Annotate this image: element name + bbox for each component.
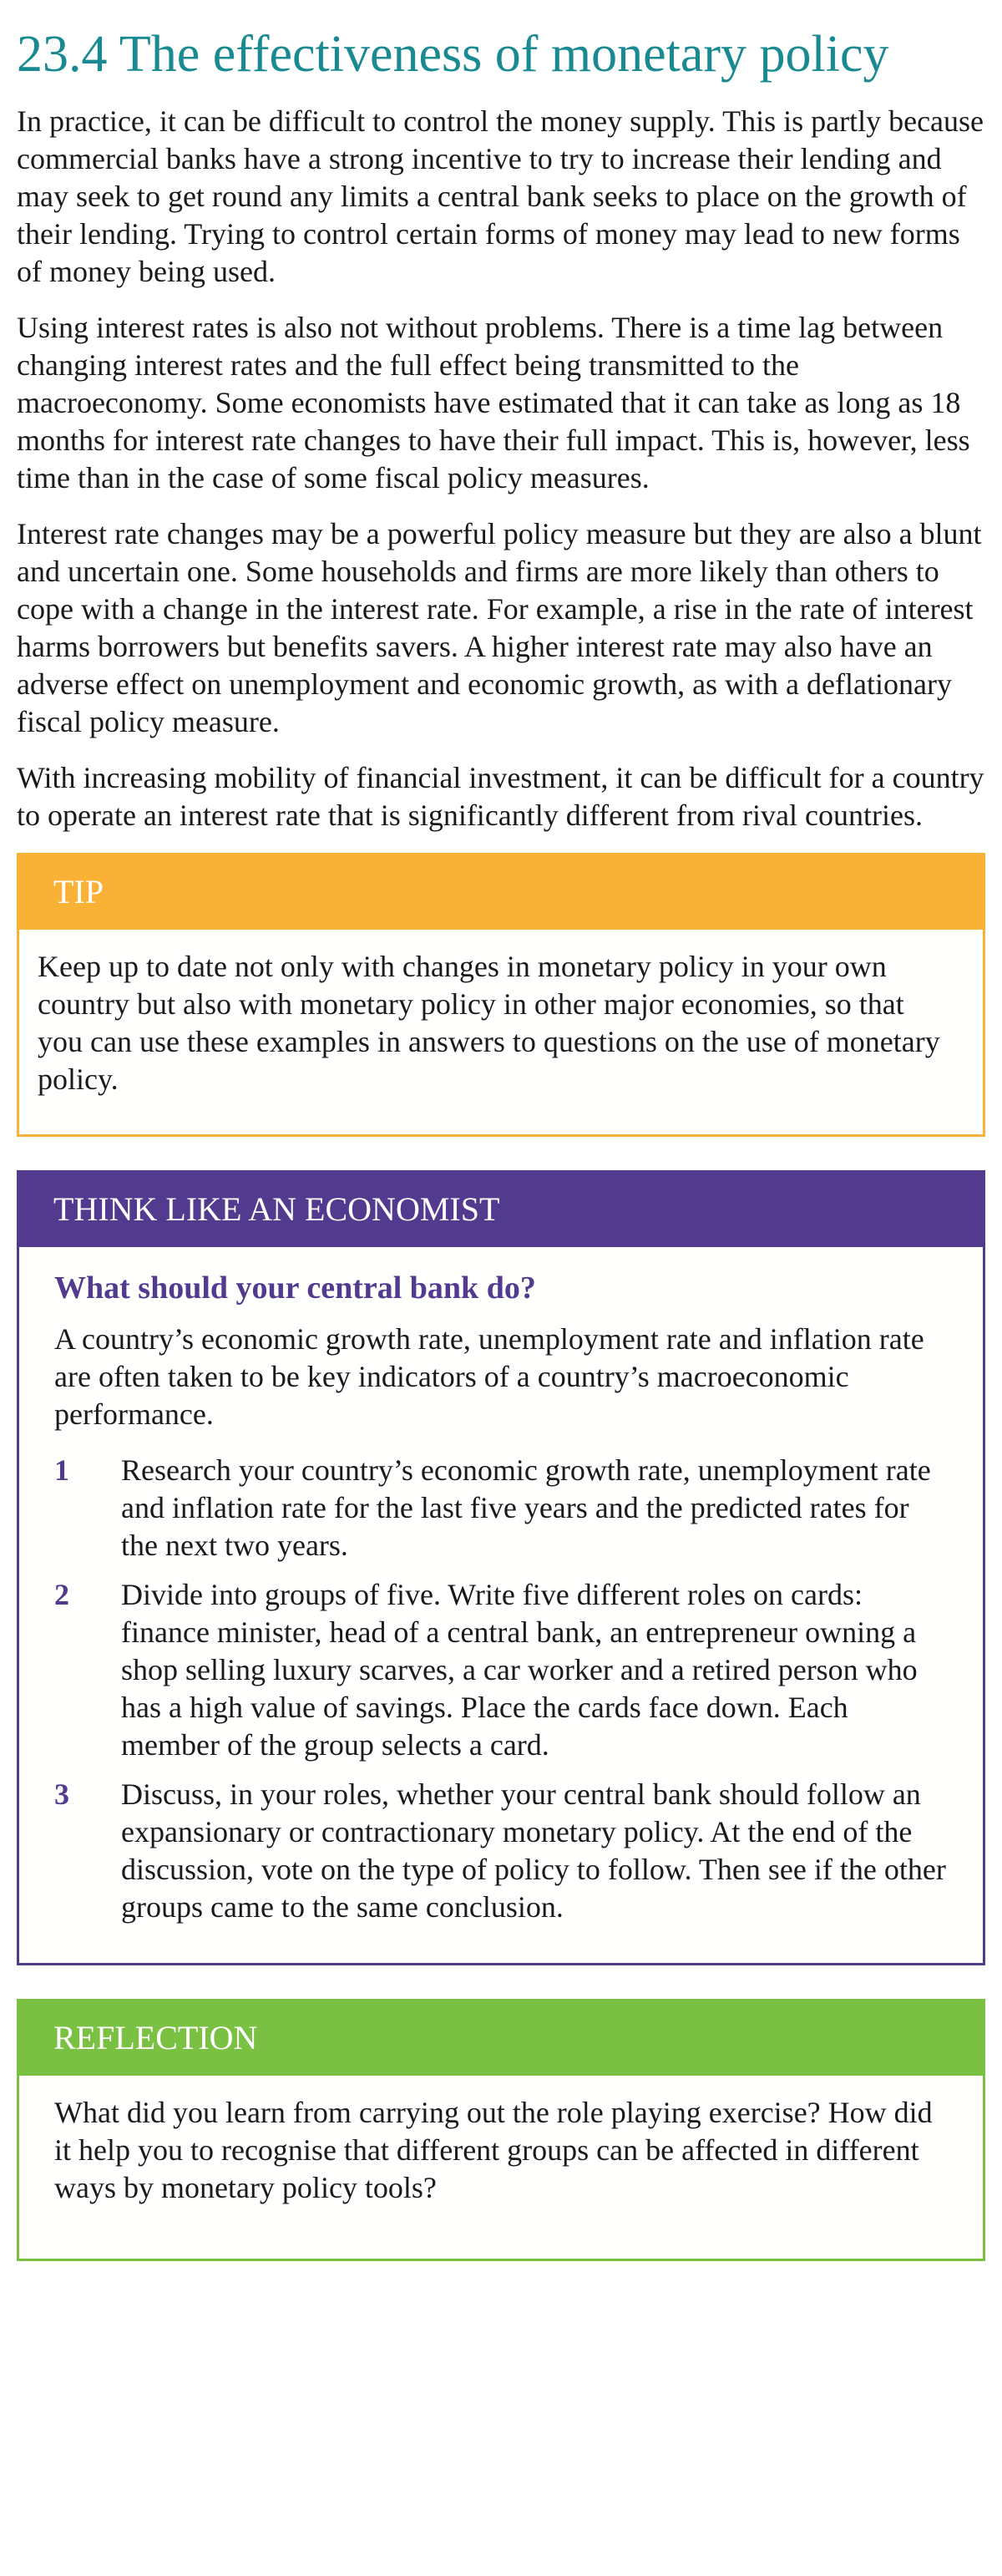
activity-number: 2: [54, 1578, 69, 1612]
activity-number: 1: [54, 1453, 69, 1488]
tip-text: Keep up to date not only with changes in monetary policy in your own country but also with monetary policy in other major economies, so that you can use these examples in answers to questions on the use of monetary policy.: [38, 950, 940, 1097]
tip-header: TIP: [17, 853, 985, 930]
activity-item: [54, 1776, 949, 1926]
think-like-economist-subtitle: What should your central bank do?: [54, 1270, 536, 1306]
tip-box: [17, 853, 985, 1137]
reflection-text: What did you learn from carrying out the role playing exercise? How did it help you to recognise that different groups can be affected in different ways by monetary policy tools?: [54, 2096, 933, 2205]
paragraph-money-supply: In practice, it can be difficult to control the money supply. This is partly because commercial banks have a strong incentive to try to increase their lending and may seek to get round any limits a central bank seeks to place on the growth of their lending. Trying to control certain forms of money may lead to new forms of money being used.: [17, 104, 984, 289]
paragraph-capital-mobility: With increasing mobility of financial investment, it can be difficult for a country to operate an interest rate that is significantly different from rival countries.: [17, 761, 984, 833]
tip-body: [17, 930, 985, 1137]
think-like-economist-box: [17, 1170, 985, 1965]
reflection-header: REFLECTION: [17, 1999, 985, 2076]
activity-list: [54, 1452, 949, 1926]
activity-text: Research your country’s economic growth rate, unemployment rate and inflation rate for the last five years and the predicted rates for the next two years.: [121, 1453, 931, 1563]
reflection-body: [17, 2076, 985, 2261]
section-title: 23.4 The effectiveness of monetary policy: [17, 26, 889, 83]
activity-number: 3: [54, 1777, 69, 1812]
activity-text: Divide into groups of five. Write five different roles on cards: finance minister, head of a central bank, an entrepreneur owning a shop selling luxury scarves, a car worker and a retired person who has a high value of savings. Place the cards face down. Each member of the group selects a card.: [121, 1578, 918, 1762]
paragraph-blunt-policy: Interest rate changes may be a powerful policy measure but they are also a blunt and uncertain one. Some households and firms are more likely than others to cope with a change in the interest rate. For example, a rise in the rate of interest harms borrowers but benefits savers. A higher interest rate may also have an adverse effect on unemployment and economic growth, as with a deflationary fiscal policy measure.: [17, 517, 982, 739]
think-like-economist-intro: A country’s economic growth rate, unemployment rate and inflation rate are often taken to be key indicators of a country’s macroeconomic performance.: [54, 1322, 924, 1432]
reflection-box: [17, 1999, 985, 2261]
activity-item: [54, 1576, 949, 1764]
think-like-economist-header: THINK LIKE AN ECONOMIST: [17, 1170, 985, 1247]
activity-text: Discuss, in your roles, whether your central bank should follow an expansionary or contractionary monetary policy. At the end of the discussion, vote on the type of policy to follow. Then see if the other groups came to the same conclusion.: [121, 1777, 946, 1924]
activity-item: [54, 1452, 949, 1564]
think-like-economist-body: [17, 1247, 985, 1965]
page: [17, 0, 985, 2261]
paragraph-interest-rates-time-lag: Using interest rates is also not without problems. There is a time lag between changing interest rates and the full effect being transmitted to the macroeconomy. Some economists have estimated that it can take as long as 18 months for interest rate changes to have their full impact. This is, however, less time than in the case of some fiscal policy measures.: [17, 311, 970, 495]
